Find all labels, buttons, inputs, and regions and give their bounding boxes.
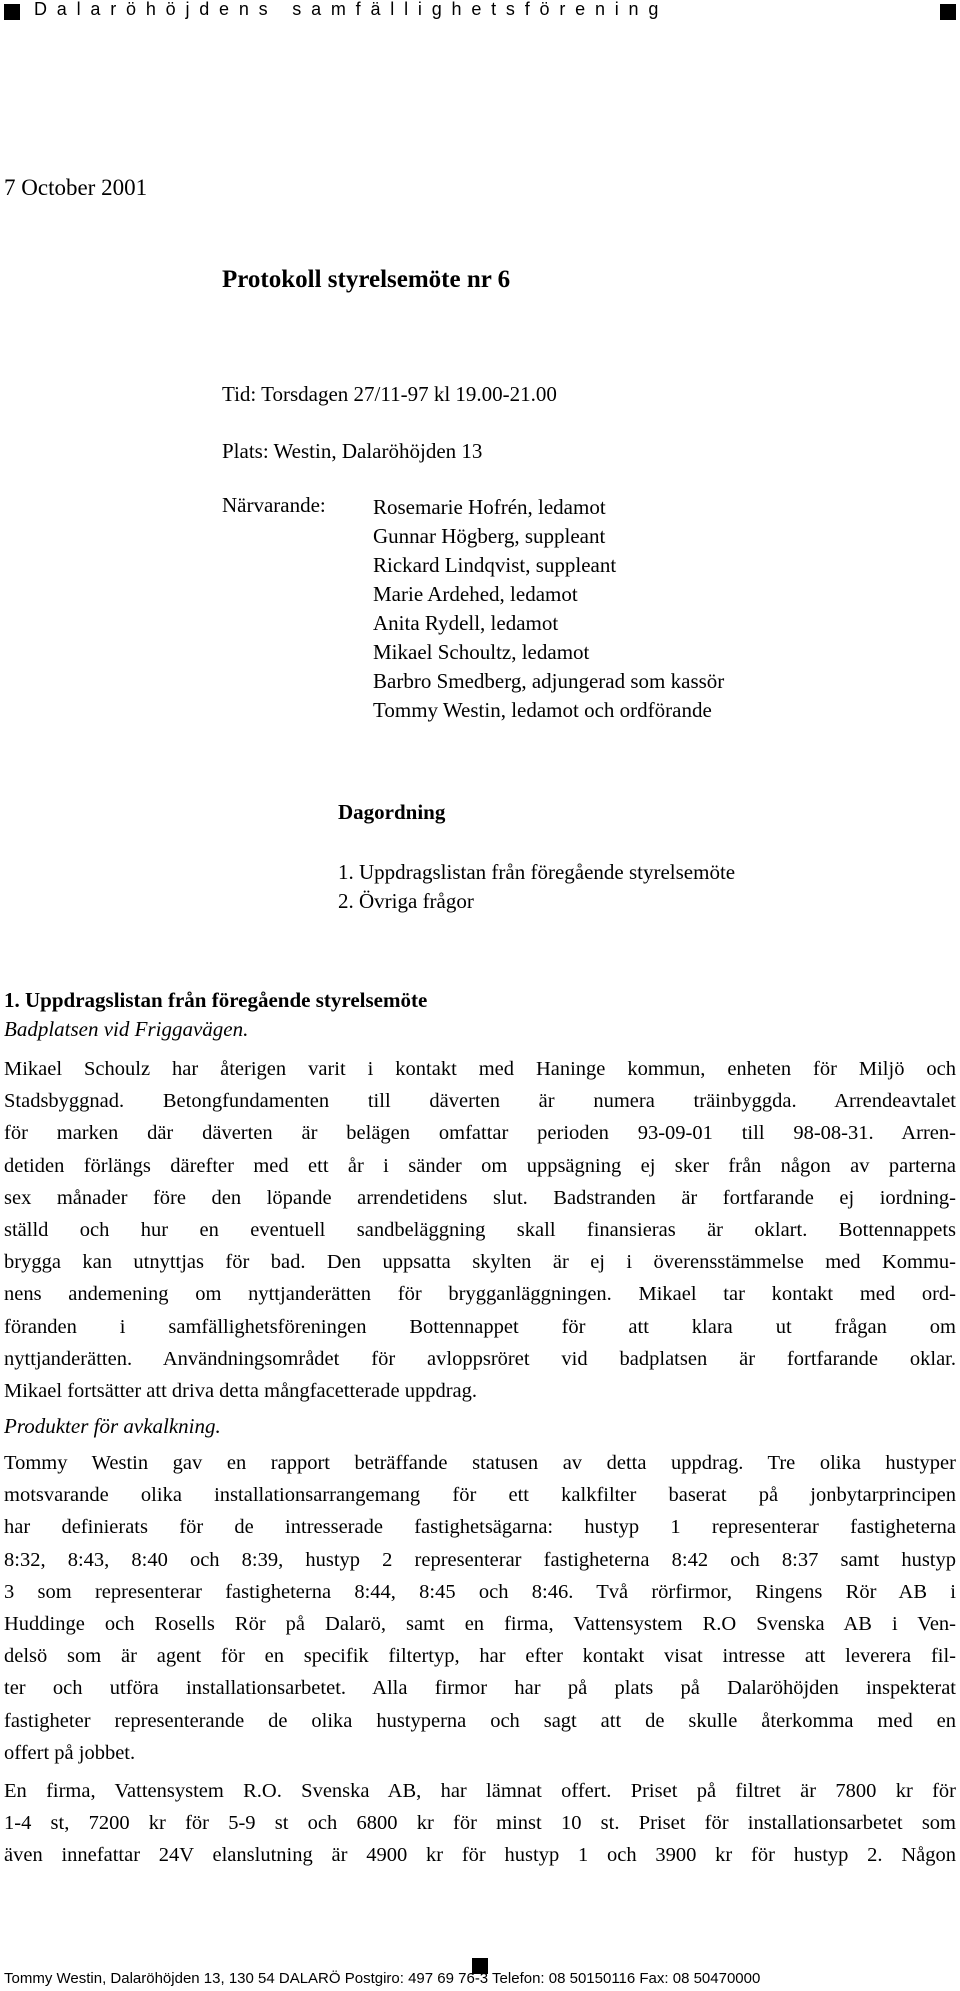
agenda-list bbox=[338, 858, 735, 916]
section-1 bbox=[4, 986, 956, 1872]
section-heading: 1. Uppdragslistan från föregående styrelsemöte bbox=[4, 988, 428, 1012]
text-line: delsö som är agent för en specifik filtertyp, har efter kontakt visat intresse att leverera fil- bbox=[4, 1645, 956, 1668]
document-title: Protokoll styrelsemöte nr 6 bbox=[222, 266, 511, 293]
subsection-heading: Badplatsen vid Friggavägen. bbox=[4, 1017, 249, 1041]
text-line: föranden i samfällighetsföreningen Bottennappet för att klara ut frågan om bbox=[4, 1315, 956, 1338]
text-line: 1-4 st, 7200 kr för 5-9 st och 6800 kr för minst 10 st. Priset för installationsarbetet som bbox=[4, 1812, 956, 1835]
text-line: En firma, Vattensystem R.O. Svenska AB, har lämnat offert. Priset på filtret är 7800 kr för bbox=[4, 1779, 956, 1802]
meeting-place: Plats: Westin, Dalaröhöjden 13 bbox=[222, 439, 483, 463]
text-line: fastigheter representerande de olika hustyperna och sagt att de skulle återkomma med en bbox=[4, 1709, 956, 1732]
text-line: även innefattar 24V elanslutning är 4900 kr för hustyp 1 och 3900 kr för hustyp 2. Någon bbox=[4, 1844, 956, 1867]
text-line: detiden förlängs därefter med ett år i sänder om uppsägning ej sker från någon av parterna bbox=[4, 1154, 956, 1177]
text-line: för marken där däverten är belägen omfattar perioden 93-09-01 till 98-08-31. Arren- bbox=[4, 1122, 956, 1145]
meeting-time: Tid: Torsdagen 27/11-97 kl 19.00-21.00 bbox=[222, 382, 557, 406]
subsection-heading: Produkter för avkalkning. bbox=[4, 1414, 221, 1439]
text-line: Mikael Schoulz har återigen varit i kontakt med Haninge kommun, enheten för Miljö och bbox=[4, 1058, 956, 1080]
attendee: Gunnar Högberg, suppleant bbox=[373, 524, 606, 548]
text-line: Huddinge och Rosells Rör på Dalarö, samt en firma, Vattensystem R.O Svenska AB i Ven- bbox=[4, 1613, 956, 1635]
text-line: 3 som representerar fastigheterna 8:44, 8:45 och 8:46. Två rörfirmor, Ringens Rör AB i bbox=[4, 1580, 956, 1603]
agenda-heading: Dagordning bbox=[338, 800, 446, 824]
square-bullet-icon bbox=[940, 4, 956, 20]
paragraph-avkalkning bbox=[4, 1447, 956, 1769]
square-bullet-icon bbox=[4, 4, 20, 20]
attendee: Mikael Schoultz, ledamot bbox=[373, 640, 590, 664]
text-line: ställd och hur en eventuell sandbeläggning skall finansieras är oklart. Bottennappets bbox=[4, 1218, 956, 1241]
paragraph-badplatsen bbox=[4, 1053, 956, 1407]
footer-contact: Tommy Westin, Dalaröhöjden 13, 130 54 DALARÖ Postgiro: 497 69 76-3 Telefon: 08 50150116 Fax: 08 50470000 bbox=[4, 1970, 761, 1987]
organization-name: Dalaröhöjdens samfällighetsförening bbox=[34, 0, 669, 19]
attendee: Barbro Smedberg, adjungerad som kassör bbox=[373, 669, 725, 693]
document-date: 7 October 2001 bbox=[4, 175, 148, 200]
text-line: nyttjanderätten. Användningsområdet för avloppsröret vid badplatsen är fortfarande oklar. bbox=[4, 1347, 956, 1370]
text-line: Tommy Westin gav en rapport beträffande statusen av detta uppdrag. Tre olika hustyper bbox=[4, 1452, 956, 1475]
attendee: Anita Rydell, ledamot bbox=[373, 611, 559, 635]
text-line: Stadsbyggnad. Betongfundamenten till däverten är numera träinbyggda. Arrendeavtalet bbox=[4, 1090, 956, 1113]
text-line: 8:32, 8:43, 8:40 och 8:39, hustyp 2 representerar fastigheterna 8:42 och 8:37 samt hustyp bbox=[4, 1548, 956, 1571]
text-line: Mikael fortsätter att driva detta mångfacetterade uppdrag. bbox=[4, 1379, 477, 1402]
text-line: sex månader före den löpande arrendetidens slut. Badstranden är fortfarande ej iordning- bbox=[4, 1186, 956, 1209]
paragraph-offert bbox=[4, 1775, 956, 1872]
text-line: nens andemening om nyttjanderätten för brygganläggningen. Mikael tar kontakt med ord- bbox=[4, 1283, 956, 1306]
text-line: offert på jobbet. bbox=[4, 1741, 136, 1764]
attendee: Rickard Lindqvist, suppleant bbox=[373, 553, 617, 577]
text-line: motsvarande olika installationsarrangemang för ett kalkfilter baserat på jonbytarprincipen bbox=[4, 1484, 956, 1507]
attendee: Rosemarie Hofrén, ledamot bbox=[373, 495, 606, 519]
text-line: har definierats för de intresserade fastighetsägarna: hustyp 1 representerar fastigheterna bbox=[4, 1516, 956, 1539]
text-line: brygga kan utnyttjas för bad. Den uppsatta skylten är ej i överensstämmelse med Kommu- bbox=[4, 1251, 956, 1274]
attendees-list bbox=[373, 493, 724, 725]
agenda-item: 2. Övriga frågor bbox=[338, 889, 474, 913]
attendees-label: Närvarande: bbox=[222, 493, 326, 517]
attendee: Marie Ardehed, ledamot bbox=[373, 582, 578, 606]
agenda-item: 1. Uppdragslistan från föregående styrelsemöte bbox=[338, 860, 736, 884]
page-header bbox=[0, 0, 960, 22]
attendee: Tommy Westin, ledamot och ordförande bbox=[373, 698, 712, 722]
text-line: ter och utföra installationsarbetet. Alla firmor har på plats på Dalaröhöjden inspekterat bbox=[4, 1677, 956, 1700]
